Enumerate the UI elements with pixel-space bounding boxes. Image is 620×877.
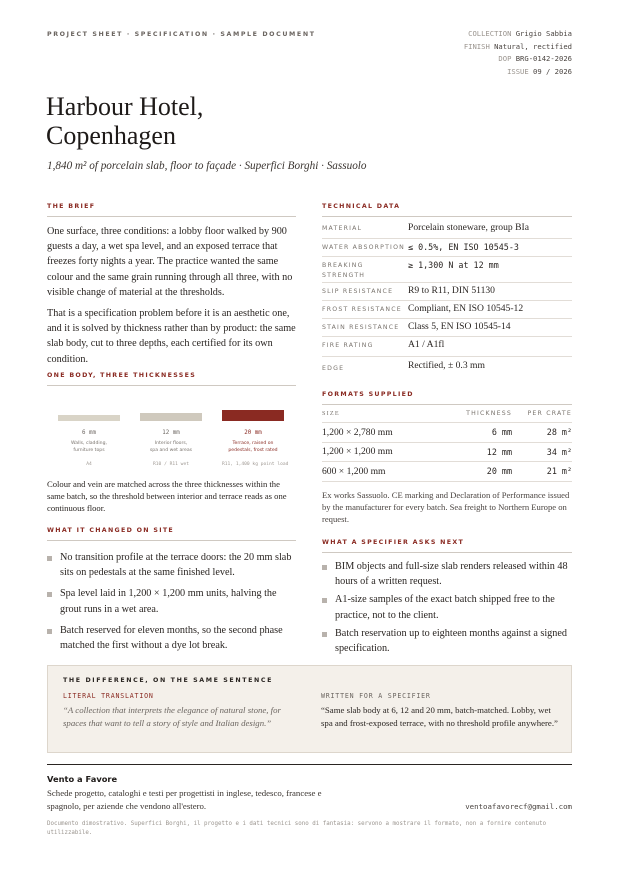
table-row: STAIN RESISTANCE Class 5, EN ISO 10545-14 xyxy=(322,319,572,337)
table-row: 600 × 1,200 mm 20 mm 21 m² xyxy=(322,462,572,482)
bullet-icon xyxy=(47,556,52,561)
formats-section xyxy=(322,391,572,525)
divider xyxy=(47,540,296,541)
brief-paragraph-1: One surface, three conditions: a lobby floor walked by 900 guests a day, a wet spa level, and an exposed terrace that freezes forty nights a year. The practice wanted the same colour and the same grain running through all three, with no visible change of material at the thresholds. xyxy=(47,226,293,298)
technical-heading: TECHNICAL DATA xyxy=(322,203,401,210)
table-row: 1,200 × 2,780 mm 6 mm 28 m² xyxy=(322,423,572,443)
list-item: Batch reservation up to eighteen months against a signed specification. xyxy=(322,626,572,656)
list-item: Spa level laid in 1,200 × 1,200 mm units, halving the grout runs in a wet area. xyxy=(47,586,296,616)
bar-20mm xyxy=(222,415,289,467)
bullet-icon xyxy=(322,632,327,637)
specifier-text: “Same slab body at 6, 12 and 20 mm, batch-matched. Lobby, wet spa and frost-exposed terrace, with no threshold profile anywhere.” xyxy=(321,705,558,728)
column-header: PER CRATE xyxy=(527,410,572,417)
footer-email[interactable]: ventoafavorecf@gmail.com xyxy=(465,802,572,811)
list-item: Batch reserved for eleven months, so the second phase matched the first without a dye lot break. xyxy=(47,623,296,653)
changed-section xyxy=(47,527,296,659)
table-row: SLIP RESISTANCE R9 to R11, DIN 51130 xyxy=(322,283,572,301)
divider xyxy=(47,216,296,217)
brief-paragraph-2: That is a specification problem before it is an aesthetic one, and it is solved by thickness rather than by product: the same slab body, cut to three depths, each certified for its own condition. xyxy=(47,308,296,365)
formats-heading: FORMATS SUPPLIED xyxy=(322,391,414,398)
bullet-icon xyxy=(47,592,52,597)
thickness-section xyxy=(47,372,296,386)
changed-heading: WHAT IT CHANGED ON SITE xyxy=(47,527,175,534)
bar-fill-6mm xyxy=(58,415,120,421)
asks-section xyxy=(322,539,572,659)
brief-heading: THE BRIEF xyxy=(47,203,96,210)
table-row: FIRE RATING A1 / A1fl xyxy=(322,337,572,357)
bullet-icon xyxy=(322,598,327,603)
meta-collection: COLLECTION Grigio Sabbia xyxy=(468,29,572,38)
bar-foot: R11, 1,400 kg point load xyxy=(222,461,289,467)
thickness-diagram xyxy=(58,415,288,475)
bar-fill-12mm xyxy=(140,413,202,421)
column-header: THICKNESS xyxy=(466,410,512,417)
list-item: No transition profile at the terrace doors: the 20 mm slab sits on pedestals at the same finished level. xyxy=(47,550,296,580)
table-row: BREAKING STRENGTH ≥ 1,300 N at 12 mm xyxy=(322,257,572,283)
difference-box xyxy=(47,665,572,753)
footer-disclaimer: Documento dimostrativo. Superfici Borghi, il progetto e i dati tecnici sono di fantasia: servono a mostrare il formato, non a fornire contenuto utilizzabile. xyxy=(47,821,547,836)
bullet-icon xyxy=(47,629,52,634)
bar-12mm xyxy=(140,415,202,467)
table-row: WATER ABSORPTION ≤ 0.5%, EN ISO 10545-3 xyxy=(322,239,572,257)
divider xyxy=(322,216,572,217)
thickness-heading: ONE BODY, THREE THICKNESSES xyxy=(47,372,197,379)
specifier-label: WRITTEN FOR A SPECIFIER xyxy=(321,692,431,700)
title-line-2: Copenhagen xyxy=(46,121,176,150)
bar-label: 20 mm xyxy=(244,430,262,436)
page-title xyxy=(46,92,203,150)
bar-foot: R10 / R11 wet xyxy=(153,461,189,467)
meta-dop: DOP BRG-0142-2026 xyxy=(498,54,572,64)
table-row: FROST RESISTANCE Compliant, EN ISO 10545-12 xyxy=(322,301,572,319)
bar-label: 12 mm xyxy=(162,430,180,436)
edge-value: Rectified, ± 0.3 mm xyxy=(408,360,485,371)
bar-foot: A4 xyxy=(86,461,92,467)
document-meta xyxy=(352,28,572,79)
bar-6mm xyxy=(58,415,120,467)
thickness-note: Colour and vein are matched across the three thicknesses within the same batch, so the threshold between interior and terrace reads as one continuous floor. xyxy=(47,479,287,513)
divider xyxy=(47,385,296,386)
literal-label: LITERAL TRANSLATION xyxy=(63,692,154,700)
footer-brand: Vento a Favore xyxy=(47,774,118,784)
difference-heading: THE DIFFERENCE, ON THE SAME SENTENCE xyxy=(63,677,273,684)
column-header: SIZE xyxy=(322,410,340,417)
meta-finish: FINISH Natural, rectified xyxy=(463,41,572,51)
bar-fill-20mm xyxy=(222,410,284,421)
brief-section xyxy=(47,203,296,367)
bar-label: 6 mm xyxy=(82,430,96,436)
formats-note: Ex works Sassuolo. CE marking and Declaration of Performance issued by the manufacturer for every batch. Sea freight to Northern Europe on request. xyxy=(322,489,570,524)
bar-caption: Terrace, raised on pedestals, frost rated xyxy=(228,441,278,453)
table-header xyxy=(322,405,572,423)
footer-divider xyxy=(47,764,572,765)
list-item: BIM objects and full-size slab renders released within 48 hours of a written request. xyxy=(322,559,572,589)
bar-caption: Interior floors, spa and wet areas xyxy=(149,441,193,453)
literal-text: “A collection that interprets the elegance of natural stone, for spaces that want to tell a story of style and Italian design.” xyxy=(63,705,281,728)
bar-caption: Walls, cladding, furniture tops xyxy=(71,441,107,453)
asks-heading: WHAT A SPECIFIER ASKS NEXT xyxy=(322,539,465,546)
table-row: 1,200 × 1,200 mm 12 mm 34 m² xyxy=(322,443,572,463)
page-subtitle: 1,840 m² of porcelain slab, floor to façade · Superfici Borghi · Sassuolo xyxy=(47,160,367,172)
table-row: MATERIAL Porcelain stoneware, group BIa xyxy=(322,220,572,239)
title-line-1: Harbour Hotel, xyxy=(46,92,204,121)
technical-section xyxy=(322,203,572,377)
meta-issue: ISSUE 09 / 2026 xyxy=(507,67,572,77)
bullet-icon xyxy=(322,565,327,570)
table-row: EDGE Rectified, ± 0.3 mm xyxy=(322,357,572,377)
divider xyxy=(322,552,572,553)
list-item: A1-size samples of the exact batch shipped free to the practice, not to the client. xyxy=(322,592,572,622)
footer-description: Schede progetto, cataloghi e testi per progettisti in inglese, tedesco, francese e spagnolo, per aziende che vendono all'estero. xyxy=(47,788,322,811)
document-kicker: PROJECT SHEET · SPECIFICATION · SAMPLE DOCUMENT xyxy=(47,31,316,38)
